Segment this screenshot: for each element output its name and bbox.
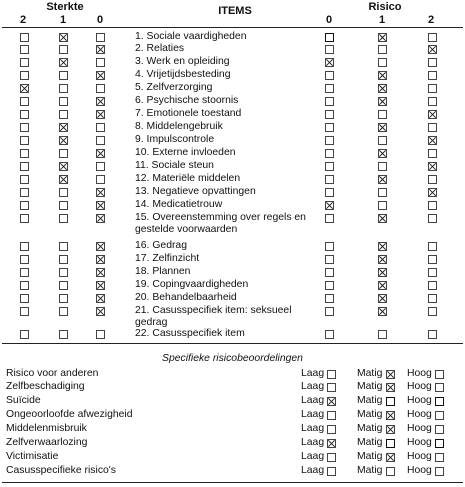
risico-checkbox-2[interactable] bbox=[428, 136, 437, 145]
risk-level-hoog-checkbox[interactable] bbox=[435, 383, 444, 392]
sterkte-checkbox-1[interactable] bbox=[59, 123, 68, 132]
item-label: 13. Negatieve opvattingen bbox=[135, 186, 256, 197]
risico-checkbox-1[interactable] bbox=[378, 294, 387, 303]
sterkte-checkbox-2[interactable] bbox=[20, 58, 29, 67]
sterkte-checkbox-1[interactable] bbox=[59, 33, 68, 42]
sterkte-checkbox-0[interactable] bbox=[96, 45, 105, 54]
sterkte-checkbox-2[interactable] bbox=[20, 307, 29, 316]
risico-checkbox-2[interactable] bbox=[428, 123, 437, 132]
sterkte-checkbox-0[interactable] bbox=[96, 123, 105, 132]
item-label: 14. Medicatietrouw bbox=[135, 199, 223, 210]
item-label: 12. Materiële middelen bbox=[135, 173, 241, 184]
risk-level-laag-label: Laag bbox=[301, 381, 325, 392]
sterkte-checkbox-1[interactable] bbox=[59, 188, 68, 197]
risk-level-matig-label: Matig bbox=[357, 395, 383, 406]
sterkte-checkbox-1[interactable] bbox=[59, 84, 68, 93]
sterkte-checkbox-2[interactable] bbox=[20, 242, 29, 251]
sterkte-checkbox-2[interactable] bbox=[20, 71, 29, 80]
sterkte-checkbox-2[interactable] bbox=[20, 123, 29, 132]
risico-checkbox-1[interactable] bbox=[378, 268, 387, 277]
sterkte-col-0: 0 bbox=[96, 14, 104, 26]
risk-level-hoog-label: Hoog bbox=[407, 437, 432, 448]
risk-level-laag-checkbox[interactable] bbox=[327, 383, 336, 392]
risk-level-hoog-checkbox[interactable] bbox=[435, 397, 444, 406]
sterkte-checkbox-0[interactable] bbox=[96, 149, 105, 158]
risico-checkbox-0[interactable] bbox=[325, 110, 334, 119]
risico-col-0: 0 bbox=[325, 14, 333, 26]
item-label: 17. Zelfinzicht bbox=[135, 253, 200, 264]
risico-checkbox-1[interactable] bbox=[378, 307, 387, 316]
sterkte-checkbox-2[interactable] bbox=[20, 201, 29, 210]
risico-checkbox-0[interactable] bbox=[325, 84, 334, 93]
risk-label: Zelfverwaarlozing bbox=[6, 437, 88, 448]
risico-checkbox-0[interactable] bbox=[325, 214, 334, 223]
sterkte-checkbox-1[interactable] bbox=[59, 136, 68, 145]
sterkte-checkbox-0[interactable] bbox=[96, 110, 105, 119]
risk-label: Middelenmisbruik bbox=[6, 423, 87, 434]
sterkte-checkbox-1[interactable] bbox=[59, 242, 68, 251]
sterkte-checkbox-0[interactable] bbox=[96, 255, 105, 264]
risico-checkbox-2[interactable] bbox=[428, 188, 437, 197]
risk-level-matig-checkbox[interactable] bbox=[386, 383, 395, 392]
risk-level-matig-label: Matig bbox=[357, 381, 383, 392]
sterkte-checkbox-0[interactable] bbox=[96, 281, 105, 290]
risk-level-laag-checkbox[interactable] bbox=[327, 397, 336, 406]
sterkte-checkbox-1[interactable] bbox=[59, 214, 68, 223]
sterkte-checkbox-1[interactable] bbox=[59, 149, 68, 158]
risk-level-hoog-label: Hoog bbox=[407, 395, 432, 406]
risico-checkbox-1[interactable] bbox=[378, 136, 387, 145]
risk-level-matig-checkbox[interactable] bbox=[386, 467, 395, 476]
risk-level-matig-label: Matig bbox=[357, 437, 383, 448]
risk-level-laag-label: Laag bbox=[301, 395, 325, 406]
sterkte-checkbox-2[interactable] bbox=[20, 84, 29, 93]
sterkte-checkbox-2[interactable] bbox=[20, 255, 29, 264]
risk-level-hoog-checkbox[interactable] bbox=[435, 411, 444, 420]
risk-level-matig-checkbox[interactable] bbox=[386, 370, 395, 379]
risico-checkbox-1[interactable] bbox=[378, 330, 387, 339]
sterkte-checkbox-0[interactable] bbox=[96, 33, 105, 42]
item-label: 15. Overeenstemming over regels en gestelde voorwaarden bbox=[135, 212, 306, 235]
sterkte-checkbox-1[interactable] bbox=[59, 294, 68, 303]
risico-checkbox-1[interactable] bbox=[378, 175, 387, 184]
risk-level-hoog-checkbox[interactable] bbox=[435, 453, 444, 462]
item-label: 18. Plannen bbox=[135, 266, 191, 277]
sterkte-checkbox-2[interactable] bbox=[20, 294, 29, 303]
risico-checkbox-0[interactable] bbox=[325, 162, 334, 171]
sterkte-checkbox-2[interactable] bbox=[20, 97, 29, 106]
risk-level-laag-checkbox[interactable] bbox=[327, 453, 336, 462]
risk-label: Risico voor anderen bbox=[6, 368, 99, 379]
sterkte-checkbox-1[interactable] bbox=[59, 330, 68, 339]
sterkte-checkbox-2[interactable] bbox=[20, 45, 29, 54]
risk-level-matig-checkbox[interactable] bbox=[386, 397, 395, 406]
risk-level-matig-checkbox[interactable] bbox=[386, 425, 395, 434]
sterkte-col-2: 2 bbox=[19, 14, 27, 26]
item-label: 4. Vrijetijdsbesteding bbox=[135, 69, 231, 80]
sterkte-checkbox-1[interactable] bbox=[59, 255, 68, 264]
risico-heading: Risico bbox=[368, 1, 402, 13]
sterkte-checkbox-1[interactable] bbox=[59, 71, 68, 80]
item-label: 7. Emotionele toestand bbox=[135, 108, 242, 119]
item-label: 2. Relaties bbox=[135, 43, 185, 54]
risk-level-hoog-label: Hoog bbox=[407, 381, 432, 392]
sterkte-checkbox-0[interactable] bbox=[96, 97, 105, 106]
sterkte-checkbox-2[interactable] bbox=[20, 149, 29, 158]
risk-label: Suïcide bbox=[6, 395, 41, 406]
risico-checkbox-0[interactable] bbox=[325, 330, 334, 339]
risico-checkbox-0[interactable] bbox=[325, 33, 334, 42]
sterkte-checkbox-0[interactable] bbox=[96, 214, 105, 223]
risk-level-laag-checkbox[interactable] bbox=[327, 370, 336, 379]
risico-checkbox-1[interactable] bbox=[378, 71, 387, 80]
risk-level-matig-checkbox[interactable] bbox=[386, 453, 395, 462]
item-label: 3. Werk en opleiding bbox=[135, 56, 230, 67]
risico-checkbox-1[interactable] bbox=[378, 201, 387, 210]
risk-level-matig-label: Matig bbox=[357, 423, 383, 434]
risico-checkbox-2[interactable] bbox=[428, 33, 437, 42]
item-label: 21. Casusspecifiek item: seksueel gedrag bbox=[135, 305, 292, 328]
sterkte-checkbox-0[interactable] bbox=[96, 201, 105, 210]
bottom-divider bbox=[2, 482, 463, 483]
sterkte-checkbox-0[interactable] bbox=[96, 58, 105, 67]
risico-checkbox-0[interactable] bbox=[325, 268, 334, 277]
items-divider bbox=[2, 343, 463, 344]
header-divider bbox=[2, 27, 463, 28]
risico-checkbox-2[interactable] bbox=[428, 45, 437, 54]
item-label: 5. Zelfverzorging bbox=[135, 82, 213, 93]
risico-checkbox-2[interactable] bbox=[428, 294, 437, 303]
item-label: 16. Gedrag bbox=[135, 240, 187, 251]
risk-label: Ongeoorloofde afwezigheid bbox=[6, 409, 133, 420]
risico-checkbox-1[interactable] bbox=[378, 110, 387, 119]
risico-checkbox-1[interactable] bbox=[378, 242, 387, 251]
risico-checkbox-0[interactable] bbox=[325, 242, 334, 251]
risk-level-matig-checkbox[interactable] bbox=[386, 439, 395, 448]
item-label: 20. Behandelbaarheid bbox=[135, 292, 237, 303]
sterkte-checkbox-0[interactable] bbox=[96, 175, 105, 184]
risico-checkbox-0[interactable] bbox=[325, 294, 334, 303]
item-label: 22. Casusspecifiek item bbox=[135, 328, 245, 339]
sterkte-checkbox-1[interactable] bbox=[59, 268, 68, 277]
risico-checkbox-1[interactable] bbox=[378, 188, 387, 197]
risico-checkbox-0[interactable] bbox=[325, 136, 334, 145]
risico-checkbox-0[interactable] bbox=[325, 71, 334, 80]
specific-risk-title: Specifieke risicobeoordelingen bbox=[162, 353, 303, 364]
risico-checkbox-0[interactable] bbox=[325, 123, 334, 132]
risk-level-laag-label: Laag bbox=[301, 409, 325, 420]
risk-level-matig-label: Matig bbox=[357, 451, 383, 462]
risico-checkbox-1[interactable] bbox=[378, 123, 387, 132]
risico-checkbox-2[interactable] bbox=[428, 71, 437, 80]
risk-level-laag-checkbox[interactable] bbox=[327, 425, 336, 434]
sterkte-checkbox-1[interactable] bbox=[59, 281, 68, 290]
sterkte-checkbox-2[interactable] bbox=[20, 188, 29, 197]
item-label: 8. Middelengebruik bbox=[135, 121, 223, 132]
risico-checkbox-1[interactable] bbox=[378, 45, 387, 54]
sterkte-checkbox-1[interactable] bbox=[59, 45, 68, 54]
risico-checkbox-2[interactable] bbox=[428, 162, 437, 171]
risk-level-matig-label: Matig bbox=[357, 465, 383, 476]
sterkte-checkbox-2[interactable] bbox=[20, 330, 29, 339]
risk-level-laag-label: Laag bbox=[301, 368, 325, 379]
sterkte-checkbox-2[interactable] bbox=[20, 281, 29, 290]
sterkte-checkbox-0[interactable] bbox=[96, 71, 105, 80]
risk-level-hoog-label: Hoog bbox=[407, 451, 432, 462]
risico-checkbox-1[interactable] bbox=[378, 255, 387, 264]
risk-level-hoog-label: Hoog bbox=[407, 409, 432, 420]
sterkte-checkbox-2[interactable] bbox=[20, 214, 29, 223]
sterkte-checkbox-1[interactable] bbox=[59, 110, 68, 119]
risico-checkbox-1[interactable] bbox=[378, 84, 387, 93]
risico-checkbox-1[interactable] bbox=[378, 33, 387, 42]
risico-checkbox-0[interactable] bbox=[325, 307, 334, 316]
risico-checkbox-0[interactable] bbox=[325, 149, 334, 158]
risico-checkbox-1[interactable] bbox=[378, 97, 387, 106]
risico-checkbox-0[interactable] bbox=[325, 201, 334, 210]
risico-checkbox-1[interactable] bbox=[378, 58, 387, 67]
sterkte-checkbox-0[interactable] bbox=[96, 307, 105, 316]
risico-checkbox-0[interactable] bbox=[325, 97, 334, 106]
risico-checkbox-1[interactable] bbox=[378, 214, 387, 223]
risk-level-laag-label: Laag bbox=[301, 451, 325, 462]
risico-checkbox-2[interactable] bbox=[428, 175, 437, 184]
risk-label: Zelfbeschadiging bbox=[6, 381, 85, 392]
risico-checkbox-2[interactable] bbox=[428, 110, 437, 119]
sterkte-checkbox-1[interactable] bbox=[59, 175, 68, 184]
sterkte-checkbox-2[interactable] bbox=[20, 162, 29, 171]
risico-checkbox-1[interactable] bbox=[378, 162, 387, 171]
item-label: 1. Sociale vaardigheden bbox=[135, 31, 247, 42]
item-label: 9. Impulscontrole bbox=[135, 134, 215, 145]
risico-checkbox-0[interactable] bbox=[325, 45, 334, 54]
risico-col-2: 2 bbox=[427, 14, 435, 26]
risk-level-hoog-checkbox[interactable] bbox=[435, 425, 444, 434]
item-label: 6. Psychische stoornis bbox=[135, 95, 239, 106]
risk-level-hoog-checkbox[interactable] bbox=[435, 370, 444, 379]
risico-checkbox-1[interactable] bbox=[378, 149, 387, 158]
risk-level-matig-checkbox[interactable] bbox=[386, 411, 395, 420]
sterkte-checkbox-2[interactable] bbox=[20, 136, 29, 145]
risico-checkbox-2[interactable] bbox=[428, 97, 437, 106]
risico-checkbox-2[interactable] bbox=[428, 149, 437, 158]
risk-level-laag-checkbox[interactable] bbox=[327, 439, 336, 448]
sterkte-checkbox-1[interactable] bbox=[59, 201, 68, 210]
risk-level-laag-checkbox[interactable] bbox=[327, 467, 336, 476]
sterkte-checkbox-0[interactable] bbox=[96, 84, 105, 93]
sterkte-checkbox-2[interactable] bbox=[20, 268, 29, 277]
risk-level-matig-label: Matig bbox=[357, 409, 383, 420]
risico-col-1: 1 bbox=[378, 14, 386, 26]
risk-label: Victimisatie bbox=[6, 451, 59, 462]
sterkte-checkbox-1[interactable] bbox=[59, 307, 68, 316]
risico-checkbox-0[interactable] bbox=[325, 175, 334, 184]
risico-checkbox-0[interactable] bbox=[325, 255, 334, 264]
sterkte-checkbox-0[interactable] bbox=[96, 136, 105, 145]
risk-level-hoog-label: Hoog bbox=[407, 368, 432, 379]
risico-checkbox-2[interactable] bbox=[428, 242, 437, 251]
risk-level-laag-label: Laag bbox=[301, 465, 325, 476]
sterkte-checkbox-0[interactable] bbox=[96, 330, 105, 339]
risk-level-hoog-label: Hoog bbox=[407, 465, 432, 476]
risico-checkbox-2[interactable] bbox=[428, 255, 437, 264]
sterkte-checkbox-1[interactable] bbox=[59, 58, 68, 67]
risico-checkbox-2[interactable] bbox=[428, 58, 437, 67]
sterkte-checkbox-0[interactable] bbox=[96, 162, 105, 171]
risk-level-hoog-checkbox[interactable] bbox=[435, 467, 444, 476]
risk-label: Casusspecifieke risico's bbox=[6, 465, 116, 476]
risico-checkbox-1[interactable] bbox=[378, 281, 387, 290]
risk-level-hoog-checkbox[interactable] bbox=[435, 439, 444, 448]
item-label: 10. Externe invloeden bbox=[135, 147, 236, 158]
risico-checkbox-2[interactable] bbox=[428, 268, 437, 277]
sterkte-heading: Sterkte bbox=[46, 1, 84, 13]
sterkte-checkbox-2[interactable] bbox=[20, 110, 29, 119]
risico-checkbox-0[interactable] bbox=[325, 281, 334, 290]
item-label: 11. Sociale steun bbox=[135, 160, 214, 171]
risk-level-matig-label: Matig bbox=[357, 368, 383, 379]
risico-checkbox-2[interactable] bbox=[428, 84, 437, 93]
risico-checkbox-2[interactable] bbox=[428, 214, 437, 223]
risk-level-hoog-label: Hoog bbox=[407, 423, 432, 434]
risico-checkbox-0[interactable] bbox=[325, 58, 334, 67]
risico-checkbox-0[interactable] bbox=[325, 188, 334, 197]
sterkte-checkbox-0[interactable] bbox=[96, 268, 105, 277]
sterkte-checkbox-1[interactable] bbox=[59, 162, 68, 171]
risk-level-laag-checkbox[interactable] bbox=[327, 411, 336, 420]
risk-level-laag-label: Laag bbox=[301, 437, 325, 448]
sterkte-checkbox-2[interactable] bbox=[20, 33, 29, 42]
risico-checkbox-2[interactable] bbox=[428, 201, 437, 210]
sterkte-col-1: 1 bbox=[59, 14, 67, 26]
risico-checkbox-2[interactable] bbox=[428, 281, 437, 290]
sterkte-checkbox-1[interactable] bbox=[59, 97, 68, 106]
items-heading: ITEMS bbox=[218, 5, 252, 17]
sterkte-checkbox-0[interactable] bbox=[96, 294, 105, 303]
sterkte-checkbox-0[interactable] bbox=[96, 242, 105, 251]
sterkte-checkbox-2[interactable] bbox=[20, 175, 29, 184]
sterkte-checkbox-0[interactable] bbox=[96, 188, 105, 197]
risico-checkbox-2[interactable] bbox=[428, 307, 437, 316]
risico-checkbox-2[interactable] bbox=[428, 330, 437, 339]
risk-level-laag-label: Laag bbox=[301, 423, 325, 434]
item-label: 19. Copingvaardigheden bbox=[135, 279, 249, 290]
